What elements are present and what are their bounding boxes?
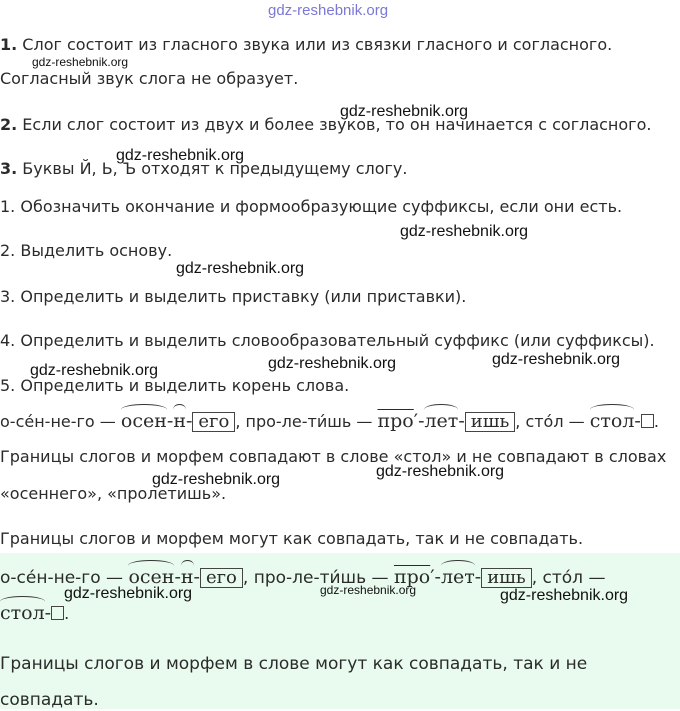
rule-text: Слог состоит из гласного звука или из связки гласного и согласного. bbox=[17, 35, 613, 54]
rule-2 bbox=[0, 114, 651, 136]
root-let: лет bbox=[424, 410, 459, 432]
watermark: gdz-reshebnik.org bbox=[340, 103, 469, 120]
watermark: gdz-reshebnik.org bbox=[116, 147, 245, 164]
ending-ego: его bbox=[192, 412, 235, 432]
watermark: gdz-reshebnik.org bbox=[320, 583, 417, 597]
step-5: 5. Определить и выделить корень слова. bbox=[0, 376, 350, 395]
rule-text: Буквы Й, Ь, Ъ отходят к предыдущему слогу. bbox=[17, 159, 408, 178]
step-1: 1. Обозначить окончание и формообразующие суффиксы, если они есть. bbox=[0, 197, 623, 216]
answer-root-let: лет bbox=[440, 566, 475, 588]
conclusion-2: Границы слогов и морфем могут как совпадать, так и не совпадать. bbox=[0, 529, 584, 548]
answer-ending-ish: ишь bbox=[481, 568, 532, 588]
rule-1 bbox=[0, 34, 612, 56]
watermark: gdz-reshebnik.org bbox=[492, 351, 621, 368]
conclusion-1b: «осеннего», «пролетишь». bbox=[0, 484, 227, 503]
rule-1-cont: Согласный звук слога не образует. bbox=[0, 69, 299, 88]
watermark: gdz-reshebnik.org bbox=[32, 55, 129, 69]
answer-final-2: совпадать. bbox=[0, 690, 99, 710]
zero-ending bbox=[641, 414, 654, 428]
answer-ending-ego: его bbox=[200, 568, 243, 588]
rule-number: 1. bbox=[0, 35, 18, 54]
answer-root-osen: осен bbox=[128, 566, 175, 588]
watermark: gdz-reshebnik.org bbox=[176, 260, 305, 277]
watermark-top: gdz-reshebnik.org bbox=[268, 2, 389, 19]
answer-root-stol: стол bbox=[0, 602, 45, 624]
answer-zero-ending bbox=[51, 606, 64, 620]
watermark: gdz-reshebnik.org bbox=[152, 471, 281, 488]
step-3: 3. Определить и выделить приставку (или приставки). bbox=[0, 287, 467, 306]
watermark: gdz-reshebnik.org bbox=[400, 223, 529, 240]
prefix-pro: про bbox=[377, 410, 414, 432]
root-osen: осен bbox=[120, 410, 167, 432]
step-4: 4. Определить и выделить словообразовательный суффикс (или суффиксы). bbox=[0, 331, 655, 350]
rule-text: Если слог состоит из двух и более звуков, то он начинается с согласного. bbox=[17, 115, 652, 134]
watermark: gdz-reshebnik.org bbox=[268, 355, 397, 372]
watermark: gdz-reshebnik.org bbox=[30, 362, 159, 379]
morpheme-analysis: о-се́н-не-го — осен-н- его , про-ле-ти́шь — про′-лет- ишь , сто́л — стол- . bbox=[0, 410, 659, 432]
watermark: gdz-reshebnik.org bbox=[500, 587, 629, 604]
watermark: gdz-reshebnik.org bbox=[376, 463, 505, 480]
answer-analysis-cont: стол- . bbox=[0, 602, 70, 624]
answer-final-1: Границы слогов и морфем в слове могут как совпадать, так и не bbox=[0, 654, 588, 674]
rule-number: 2. bbox=[0, 115, 18, 134]
root-stol: стол bbox=[589, 410, 635, 432]
answer-analysis: о-се́н-не-го — осен-н- его , про-ле-ти́шь — про′-лет- ишь , сто́л — bbox=[0, 566, 606, 588]
answer-prefix-pro: про bbox=[393, 566, 431, 588]
conclusion-1a: Границы слогов и морфем совпадают в слове «стол» и не совпадают в словах bbox=[0, 447, 667, 466]
watermark: gdz-reshebnik.org bbox=[64, 585, 193, 602]
step-2: 2. Выделить основу. bbox=[0, 241, 173, 260]
suffix-n: н bbox=[173, 410, 186, 432]
rule-number: 3. bbox=[0, 159, 18, 178]
answer-suffix-n: н bbox=[180, 566, 194, 588]
ending-ish: ишь bbox=[465, 412, 516, 432]
